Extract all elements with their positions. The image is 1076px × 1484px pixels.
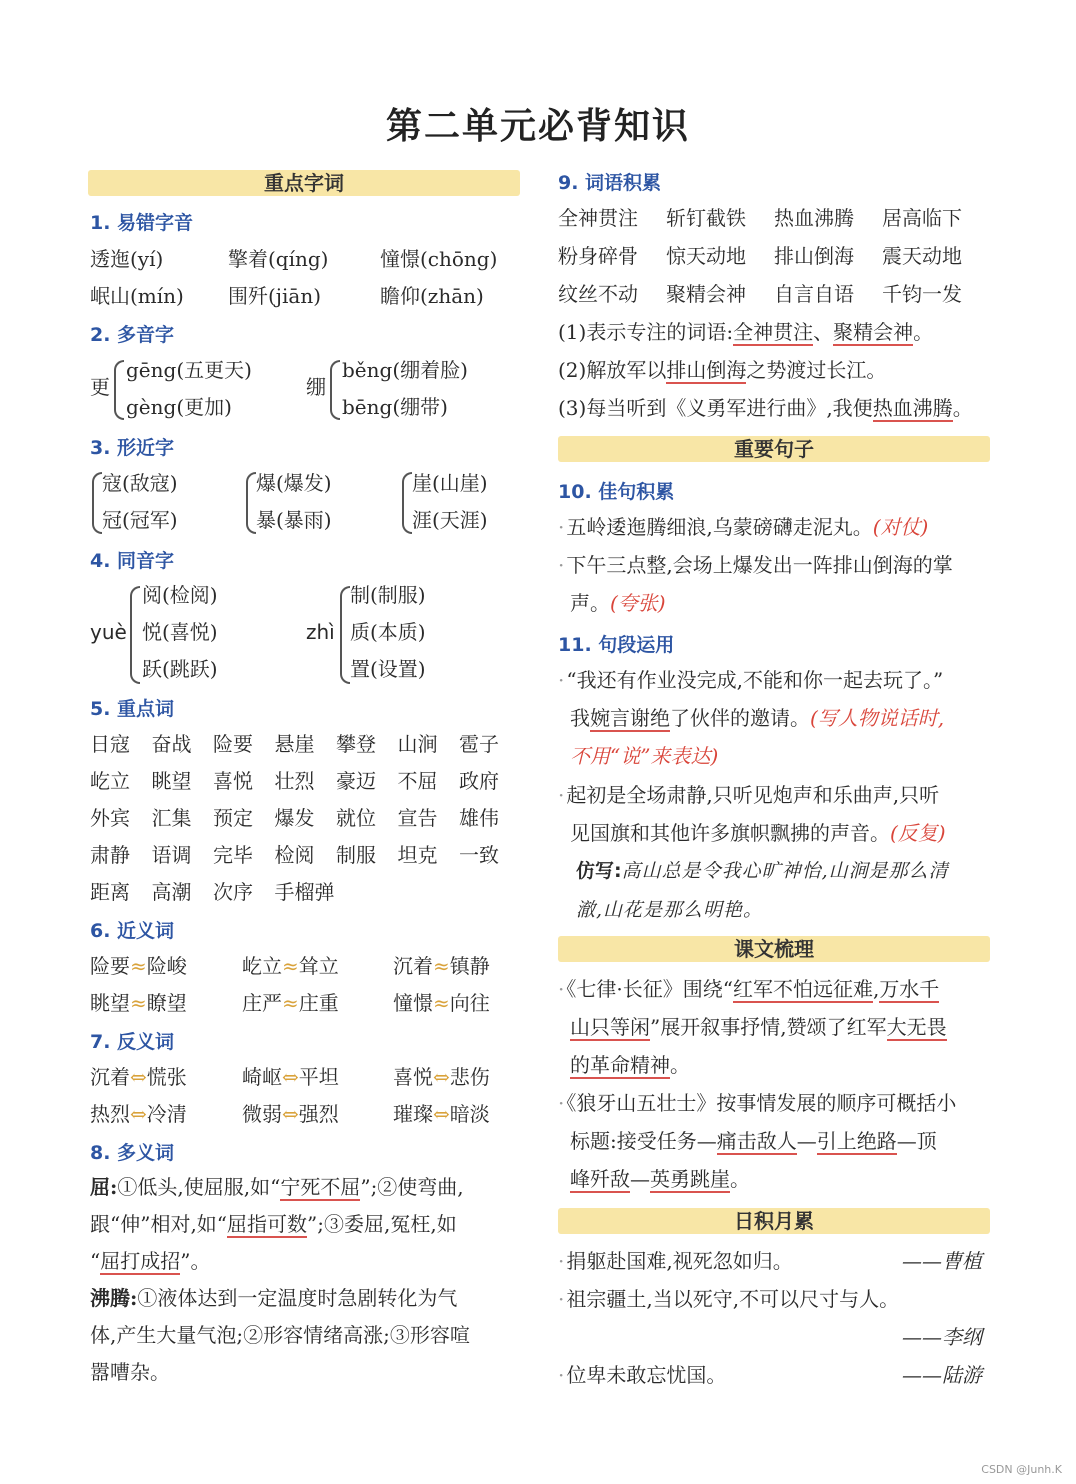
heading-polyphonic: 2. 多音字 [90,324,175,346]
bullet: · [558,1249,565,1273]
sentence-line [570,705,944,731]
char-item: 质(本质) [350,620,426,644]
word-pair [242,1101,339,1127]
section-bar-text-review: 课文梳理 [558,936,990,962]
char-item: 冠(冠军) [102,508,178,532]
quote-line [558,1286,899,1312]
key-word: 雹子 [459,732,499,756]
key-word: 完毕 [213,843,253,867]
quote-author: ——李纲 [902,1325,982,1349]
sentence-line [570,743,718,769]
text: 位卑未敢忘忧国。 [566,1363,727,1387]
bullet: · [558,1287,565,1311]
idiom: 聚精会神 [666,282,746,306]
relation-symbol: ≈ [282,954,299,978]
bullet: · [558,515,565,539]
word: 暗淡 [449,1102,490,1126]
underlined-text: 英勇跳崖 [650,1167,730,1191]
key-word: 汇集 [151,806,192,830]
key-word: 奋战 [151,732,192,756]
text: (1)表示专注的词语: [558,320,734,344]
relation-symbol: ≈ [433,991,450,1015]
key-word: 喜悦 [213,769,253,793]
pronunciation: gèng(更加) [126,395,232,419]
underlined-text: 屈指可数 [227,1212,308,1236]
page-title: 第二单元必背知识 [385,106,690,147]
review-line [570,1014,947,1040]
relation-symbol: ≈ [130,954,147,978]
watermark: CSDN @Junh.K [981,1463,1062,1476]
term-label: 屈: [90,1175,118,1199]
exercise-1 [558,319,933,345]
relation-symbol: ⇔ [282,1065,299,1089]
text: 、 [813,320,834,344]
text: 下午三点整,会场上爆发出一阵排山倒海的掌 [566,553,953,577]
text: (3)每当听到《义勇军进行曲》,我便 [558,396,873,420]
text: 。 [913,320,934,344]
char-item: 暴(暴雨) [256,508,332,532]
heading-similar-chars: 3. 形近字 [90,437,175,459]
word-pair [242,990,339,1016]
heading-fine-sentences: 10. 佳句积累 [558,481,675,503]
text: — [630,1167,650,1191]
text: 起初是全场肃静,只听见炮声和乐曲声,只听 [566,783,940,807]
polysemy-qu-line3 [90,1248,210,1274]
underlined-text: 大无畏 [886,1015,947,1039]
quote-author: ——陆游 [902,1363,982,1387]
idiom: 纹丝不动 [558,282,638,306]
polysemy-ft-line1 [90,1285,457,1311]
heading-sentence-usage: 11. 句段运用 [558,634,675,656]
text: —顶 [896,1129,937,1153]
pinyin: zhì [306,620,335,644]
text: ①低头,使屈服,如“ [117,1175,281,1199]
word: 眺望 [90,991,130,1015]
bullet: · [558,668,565,692]
text: , [872,977,880,1001]
bullet: · [558,1091,565,1115]
relation-symbol: ≈ [282,991,299,1015]
underlined-text: 婉言谢绝 [590,706,670,730]
underlined-text: 峰歼敌 [570,1167,630,1191]
sentence-line [558,782,939,808]
text: ”;②使弯曲, [360,1175,464,1199]
word: 强烈 [298,1102,339,1126]
idiom: 自言自语 [774,282,854,306]
char-item: 涯(天涯) [412,508,488,532]
key-word: 宣告 [397,806,438,830]
brace [114,360,124,420]
text: 《狼牙山五壮士》按事情发展的顺序可概括小 [566,1091,957,1115]
heading-synonyms: 6. 近义词 [90,920,175,942]
word: 热烈 [90,1102,130,1126]
heading-key-words: 5. 重点词 [90,698,175,720]
pronunciation: gēng(五更天) [126,358,252,382]
sentence-line [558,552,953,578]
key-word: 检阅 [274,843,315,867]
annotation: (夸张) [610,591,666,615]
word: 耸立 [298,954,339,978]
brace [402,472,412,534]
word-pair [90,1101,187,1127]
bullet: · [558,977,565,1001]
term-label: 沸腾: [90,1286,138,1310]
relation-symbol: ⇔ [433,1065,450,1089]
key-word: 次序 [213,880,253,904]
word: 向往 [449,991,490,1015]
text: 五岭逶迤腾细浪,乌蒙磅礴走泥丸。 [566,515,873,539]
underlined-text: 屈打成招 [100,1249,181,1273]
polyphonic-char: 绷 [306,375,326,399]
heading-antonyms: 7. 反义词 [90,1031,175,1053]
polysemy-qu-line1 [90,1174,464,1200]
key-word: 高潮 [151,880,192,904]
text: 《七律·长征》围绕“ [566,977,733,1001]
polysemy-ft-line2: 体,产生大量气泡;②形容情绪高涨;③形容喧 [90,1323,470,1347]
heading-error-prone-pronunciation: 1. 易错字音 [90,212,194,234]
text: 见国旗和其他许多旗帜飘拂的声音。 [570,821,890,845]
key-word: 攀登 [336,732,376,756]
key-word: 距离 [90,880,130,904]
polysemy-qu-line2 [90,1211,457,1237]
text: ①液体达到一定温度时急剧转化为气 [137,1286,458,1310]
relation-symbol: ⇔ [433,1102,450,1126]
underlined-text: 的革命精神 [570,1053,670,1077]
exercise-2 [558,357,886,383]
char-item: 置(设置) [350,657,426,681]
word-pair [242,1064,339,1090]
underlined-text: 宁死不屈 [280,1175,361,1199]
underlined-text: 排山倒海 [666,358,747,382]
key-word: 肃静 [90,843,130,867]
idiom: 热血沸腾 [774,206,854,230]
word: 庄严 [242,991,282,1015]
word-pair [242,953,339,979]
text: ”展开叙事抒情,赞颂了红军 [650,1015,887,1039]
word-pair [90,953,187,979]
idiom: 震天动地 [882,244,962,268]
pinyin: yuè [90,620,127,644]
text: 跟“伸”相对,如“ [90,1212,228,1236]
sentence-line [558,514,928,540]
sentence-line [570,590,666,616]
word-item: 擎着(qíng) [228,247,329,271]
key-word: 山涧 [397,732,438,756]
pronunciation: běng(绷着脸) [342,358,468,382]
text: “我还有作业没完成,不能和你一起去玩了。” [566,668,944,692]
text: ”;③委屈,冤枉,如 [307,1212,457,1236]
heading-homophones: 4. 同音字 [90,550,175,572]
text: — [796,1129,817,1153]
text: 之势渡过长江。 [746,358,887,382]
relation-symbol: ⇔ [130,1065,147,1089]
relation-symbol: ≈ [130,991,147,1015]
word: 崎岖 [242,1065,282,1089]
idiom: 排山倒海 [774,244,854,268]
key-word: 险要 [213,732,253,756]
key-word: 雄伟 [459,806,499,830]
imitation-line2: 澈,山花是那么明艳。 [576,899,764,921]
word: 喜悦 [393,1065,433,1089]
idiom: 惊天动地 [666,244,746,268]
key-word: 壮烈 [274,769,315,793]
text: 高山总是令我心旷神怡,山涧是那么清 [621,860,949,882]
word-pair [393,1064,490,1090]
annotation: 不用“说”来表达) [570,744,719,768]
annotation: (反复) [890,821,946,845]
exercise-3 [558,395,973,421]
text: 了伙伴的邀请。 [670,706,810,730]
imitation-line1 [576,858,949,884]
bullet: · [558,783,565,807]
word-item: 岷山(mín) [90,284,184,308]
word-pair [393,1101,490,1127]
brace [330,360,340,420]
key-word: 日寇 [90,732,130,756]
sentence-line [570,820,946,846]
word: 沉着 [90,1065,130,1089]
word: 冷清 [146,1102,187,1126]
review-line [570,1166,750,1192]
word-pair [90,1064,187,1090]
key-word: 预定 [213,806,253,830]
idiom: 斩钉截铁 [666,206,746,230]
review-line [570,1052,690,1078]
word: 镇静 [449,954,490,978]
underlined-text: 聚精会神 [833,320,914,344]
heading-word-accumulation: 9. 词语积累 [558,172,662,194]
polysemy-ft-line3: 嚣嘈杂。 [90,1360,170,1384]
key-word: 一致 [459,843,499,867]
word-pair [90,990,187,1016]
relation-symbol: ⇔ [130,1102,147,1126]
quote-line [558,1248,793,1274]
brace [246,472,256,534]
relation-symbol: ≈ [433,954,450,978]
char-item: 制(制服) [350,583,426,607]
key-word: 坦克 [397,843,438,867]
underlined-text: 热血沸腾 [872,396,953,420]
text: 标题:接受任务— [570,1129,717,1153]
review-line [558,1090,956,1116]
text: 声。 [570,591,610,615]
key-word: 不屈 [397,769,438,793]
brace [340,586,350,684]
key-word: 眺望 [151,769,192,793]
text: 。 [952,396,973,420]
key-word: 悬崖 [274,732,315,756]
word: 微弱 [242,1102,282,1126]
underlined-text: 万水千 [879,977,940,1001]
heading-polysemy: 8. 多义词 [90,1142,175,1164]
word: 庄重 [298,991,339,1015]
char-item: 崖(山崖) [412,471,488,495]
section-bar-important-sentences: 重要句子 [558,436,990,462]
key-word: 爆发 [274,806,315,830]
text: 。 [730,1167,750,1191]
key-word: 政府 [459,769,499,793]
review-line [570,1128,937,1154]
word: 憧憬 [393,991,433,1015]
annotation: (写人物说话时, [810,706,945,730]
relation-symbol: ⇔ [282,1102,299,1126]
annotation: (对仗) [872,515,929,539]
word: 险要 [90,954,130,978]
word: 瞭望 [146,991,187,1015]
quote-line [558,1362,726,1388]
quote-author: ——曹植 [902,1249,982,1273]
word-item: 瞻仰(zhān) [380,284,484,308]
word-item: 围歼(jiān) [228,284,322,308]
key-word: 制服 [336,843,376,867]
word: 璀璨 [393,1102,433,1126]
idiom: 粉身碎骨 [558,244,638,268]
underlined-text: 痛击敌人 [716,1129,797,1153]
word-pair [393,990,490,1016]
section-bar-daily-accumulation: 日积月累 [558,1208,990,1234]
key-word: 手榴弹 [274,880,335,904]
pronunciation: bēng(绷带) [342,395,448,419]
word-pair [393,953,490,979]
key-word: 屹立 [90,769,130,793]
key-word: 豪迈 [336,769,376,793]
polyphonic-char: 更 [90,375,110,399]
char-item: 寇(敌寇) [102,471,178,495]
text: 我 [570,706,590,730]
idiom: 千钧一发 [882,282,962,306]
word: 沉着 [393,954,433,978]
sentence-line [558,667,943,693]
word: 险峻 [146,954,187,978]
underlined-text: 引上绝路 [816,1129,897,1153]
underlined-text: 山只等闲 [570,1015,650,1039]
underlined-text: 全神贯注 [733,320,814,344]
text: 。 [670,1053,690,1077]
word-item: 透迤(yí) [90,247,164,271]
text: 祖宗疆土,当以死守,不可以尺寸与人。 [566,1287,900,1311]
word: 屹立 [242,954,282,978]
key-word: 外宾 [90,806,130,830]
section-bar-key-words: 重点字词 [88,170,520,196]
underlined-text: 红军不怕远征难 [732,977,873,1001]
word: 慌张 [146,1065,187,1089]
brace [130,586,140,684]
word: 悲伤 [449,1065,490,1089]
brace [92,472,102,534]
bullet: · [558,553,565,577]
idiom: 全神贯注 [558,206,638,230]
imitation-label: 仿写: [576,860,622,882]
text: “ [90,1249,101,1273]
key-word: 就位 [336,806,376,830]
text: 捐躯赴国难,视死忽如归。 [566,1249,793,1273]
word: 平坦 [298,1065,339,1089]
char-item: 阅(检阅) [142,583,218,607]
char-item: 爆(爆发) [256,471,332,495]
key-word: 语调 [151,843,192,867]
bullet: · [558,1363,565,1387]
review-line [558,976,939,1002]
char-item: 跃(跳跃) [142,657,218,681]
idiom: 居高临下 [882,206,962,230]
char-item: 悦(喜悦) [142,620,218,644]
word-item: 憧憬(chōng) [380,247,498,271]
text: ”。 [180,1249,211,1273]
text: (2)解放军以 [558,358,667,382]
